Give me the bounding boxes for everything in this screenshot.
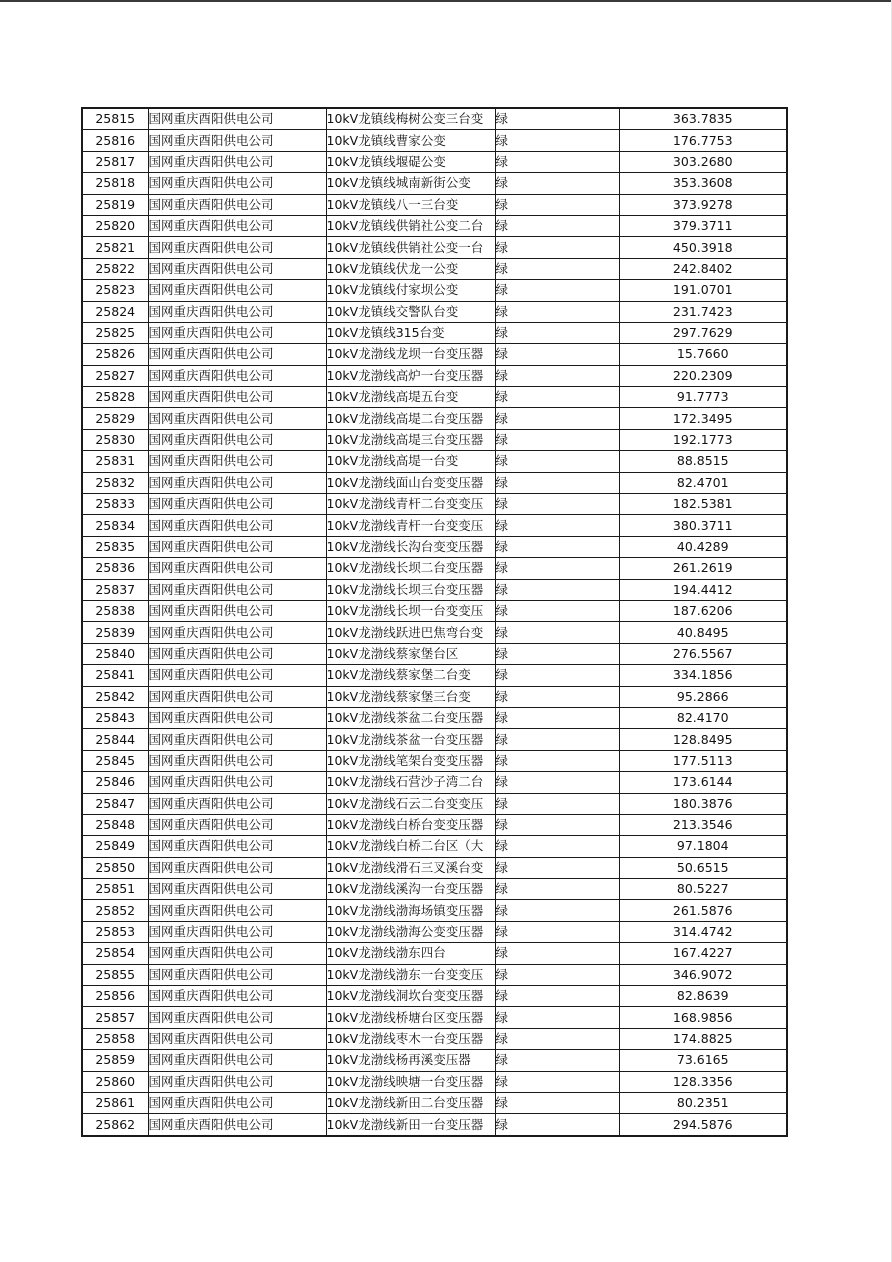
table-row — [82, 280, 787, 301]
status-color-cell: 绿 — [495, 879, 619, 900]
company-cell: 国网重庆酉阳供电公司 — [148, 814, 326, 835]
table-body — [82, 108, 787, 1136]
company-cell: 国网重庆酉阳供电公司 — [148, 215, 326, 236]
transformer-name-cell: 10kV龙渤线新田一台变压器 — [326, 1114, 495, 1136]
status-color-cell: 绿 — [495, 579, 619, 600]
company-cell: 国网重庆酉阳供电公司 — [148, 879, 326, 900]
transformer-name-cell: 10kV龙渤线青杆二台变变压 — [326, 494, 495, 515]
table-row — [82, 665, 787, 686]
transformer-name-cell: 10kV龙渤线茶盆二台变压器 — [326, 707, 495, 728]
row-id-cell: 25843 — [82, 707, 148, 728]
row-id-cell: 25816 — [82, 130, 148, 151]
company-cell: 国网重庆酉阳供电公司 — [148, 408, 326, 429]
value-cell: 220.2309 — [619, 365, 787, 386]
transformer-name-cell: 10kV龙渤线龙坝一台变压器 — [326, 344, 495, 365]
transformer-name-cell: 10kV龙渤线杨再溪变压器 — [326, 1050, 495, 1071]
table-row — [82, 1028, 787, 1049]
value-cell: 194.4412 — [619, 579, 787, 600]
value-cell: 97.1804 — [619, 836, 787, 857]
status-color-cell: 绿 — [495, 793, 619, 814]
status-color-cell: 绿 — [495, 814, 619, 835]
status-color-cell: 绿 — [495, 986, 619, 1007]
value-cell: 297.7629 — [619, 322, 787, 343]
row-id-cell: 25852 — [82, 900, 148, 921]
company-cell: 国网重庆酉阳供电公司 — [148, 643, 326, 664]
status-color-cell: 绿 — [495, 536, 619, 557]
company-cell: 国网重庆酉阳供电公司 — [148, 344, 326, 365]
value-cell: 128.8495 — [619, 729, 787, 750]
status-color-cell: 绿 — [495, 301, 619, 322]
status-color-cell: 绿 — [495, 665, 619, 686]
row-id-cell: 25837 — [82, 579, 148, 600]
table-row — [82, 879, 787, 900]
table-row — [82, 258, 787, 279]
transformer-name-cell: 10kV龙渤线洞坎台变变压器 — [326, 986, 495, 1007]
status-color-cell: 绿 — [495, 322, 619, 343]
company-cell: 国网重庆酉阳供电公司 — [148, 515, 326, 536]
company-cell: 国网重庆酉阳供电公司 — [148, 322, 326, 343]
row-id-cell: 25821 — [82, 237, 148, 258]
transformer-name-cell: 10kV龙渤线长坝一台变变压 — [326, 600, 495, 621]
row-id-cell: 25844 — [82, 729, 148, 750]
row-id-cell: 25848 — [82, 814, 148, 835]
row-id-cell: 25840 — [82, 643, 148, 664]
row-id-cell: 25842 — [82, 686, 148, 707]
transformer-name-cell: 10kV龙渤线蔡家堡台区 — [326, 643, 495, 664]
table-row — [82, 130, 787, 151]
transformer-name-cell: 10kV龙渤线长坝三台变压器 — [326, 579, 495, 600]
company-cell: 国网重庆酉阳供电公司 — [148, 494, 326, 515]
transformer-name-cell: 10kV龙渤线滑石三叉溪台变 — [326, 857, 495, 878]
value-cell: 80.5227 — [619, 879, 787, 900]
table-row — [82, 986, 787, 1007]
row-id-cell: 25826 — [82, 344, 148, 365]
status-color-cell: 绿 — [495, 1092, 619, 1113]
transformer-name-cell: 10kV龙渤线高堤二台变压器 — [326, 408, 495, 429]
company-cell: 国网重庆酉阳供电公司 — [148, 772, 326, 793]
table-row — [82, 558, 787, 579]
transformer-name-cell: 10kV龙渤线高炉一台变压器 — [326, 365, 495, 386]
status-color-cell: 绿 — [495, 215, 619, 236]
value-cell: 380.3711 — [619, 515, 787, 536]
value-cell: 40.4289 — [619, 536, 787, 557]
table-row — [82, 108, 787, 130]
company-cell: 国网重庆酉阳供电公司 — [148, 686, 326, 707]
value-cell: 177.5113 — [619, 750, 787, 771]
transformer-name-cell: 10kV龙镇线曹家公变 — [326, 130, 495, 151]
row-id-cell: 25858 — [82, 1028, 148, 1049]
transformer-name-cell: 10kV龙镇线堰碮公变 — [326, 151, 495, 172]
table-row — [82, 194, 787, 215]
page-top-border — [0, 0, 892, 2]
table-row — [82, 151, 787, 172]
company-cell: 国网重庆酉阳供电公司 — [148, 108, 326, 130]
company-cell: 国网重庆酉阳供电公司 — [148, 1071, 326, 1092]
company-cell: 国网重庆酉阳供电公司 — [148, 1114, 326, 1136]
value-cell: 128.3356 — [619, 1071, 787, 1092]
status-color-cell: 绿 — [495, 258, 619, 279]
row-id-cell: 25836 — [82, 558, 148, 579]
company-cell: 国网重庆酉阳供电公司 — [148, 258, 326, 279]
company-cell: 国网重庆酉阳供电公司 — [148, 964, 326, 985]
row-id-cell: 25825 — [82, 322, 148, 343]
transformer-name-cell: 10kV龙渤线白桥二台区（大 — [326, 836, 495, 857]
transformer-name-cell: 10kV龙镇线交警队台变 — [326, 301, 495, 322]
company-cell: 国网重庆酉阳供电公司 — [148, 130, 326, 151]
status-color-cell: 绿 — [495, 943, 619, 964]
value-cell: 167.4227 — [619, 943, 787, 964]
transformer-name-cell: 10kV龙渤线长坝二台变压器 — [326, 558, 495, 579]
value-cell: 261.5876 — [619, 900, 787, 921]
value-cell: 15.7660 — [619, 344, 787, 365]
value-cell: 294.5876 — [619, 1114, 787, 1136]
table-row — [82, 836, 787, 857]
company-cell: 国网重庆酉阳供电公司 — [148, 365, 326, 386]
transformer-name-cell: 10kV龙渤线高堤五台变 — [326, 387, 495, 408]
transformer-name-cell: 10kV龙渤线渤海公变变压器 — [326, 921, 495, 942]
value-cell: 176.7753 — [619, 130, 787, 151]
value-cell: 191.0701 — [619, 280, 787, 301]
row-id-cell: 25815 — [82, 108, 148, 130]
company-cell: 国网重庆酉阳供电公司 — [148, 900, 326, 921]
company-cell: 国网重庆酉阳供电公司 — [148, 472, 326, 493]
transformer-name-cell: 10kV龙渤线面山台变变压器 — [326, 472, 495, 493]
row-id-cell: 25822 — [82, 258, 148, 279]
status-color-cell: 绿 — [495, 237, 619, 258]
status-color-cell: 绿 — [495, 108, 619, 130]
transformer-name-cell: 10kV龙渤线渤东四台 — [326, 943, 495, 964]
company-cell: 国网重庆酉阳供电公司 — [148, 429, 326, 450]
row-id-cell: 25818 — [82, 173, 148, 194]
table-row — [82, 943, 787, 964]
status-color-cell: 绿 — [495, 429, 619, 450]
company-cell: 国网重庆酉阳供电公司 — [148, 921, 326, 942]
company-cell: 国网重庆酉阳供电公司 — [148, 750, 326, 771]
row-id-cell: 25841 — [82, 665, 148, 686]
transformer-name-cell: 10kV龙渤线枣木一台变压器 — [326, 1028, 495, 1049]
value-cell: 168.9856 — [619, 1007, 787, 1028]
status-color-cell: 绿 — [495, 472, 619, 493]
row-id-cell: 25847 — [82, 793, 148, 814]
status-color-cell: 绿 — [495, 1007, 619, 1028]
row-id-cell: 25856 — [82, 986, 148, 1007]
row-id-cell: 25820 — [82, 215, 148, 236]
transformer-name-cell: 10kV龙渤线渤东一台变变压 — [326, 964, 495, 985]
data-table — [81, 107, 788, 1137]
status-color-cell: 绿 — [495, 151, 619, 172]
transformer-name-cell: 10kV龙渤线桥塘台区变压器 — [326, 1007, 495, 1028]
table-row — [82, 365, 787, 386]
status-color-cell: 绿 — [495, 1050, 619, 1071]
value-cell: 73.6165 — [619, 1050, 787, 1071]
row-id-cell: 25851 — [82, 879, 148, 900]
status-color-cell: 绿 — [495, 686, 619, 707]
value-cell: 91.7773 — [619, 387, 787, 408]
value-cell: 334.1856 — [619, 665, 787, 686]
company-cell: 国网重庆酉阳供电公司 — [148, 173, 326, 194]
transformer-name-cell: 10kV龙镇线315台变 — [326, 322, 495, 343]
transformer-name-cell: 10kV龙渤线跃进巴焦弯台变 — [326, 622, 495, 643]
transformer-name-cell: 10kV龙渤线长沟台变变压器 — [326, 536, 495, 557]
row-id-cell: 25834 — [82, 515, 148, 536]
table-row — [82, 515, 787, 536]
row-id-cell: 25862 — [82, 1114, 148, 1136]
company-cell: 国网重庆酉阳供电公司 — [148, 793, 326, 814]
transformer-name-cell: 10kV龙镇线城南新街公变 — [326, 173, 495, 194]
row-id-cell: 25817 — [82, 151, 148, 172]
value-cell: 180.3876 — [619, 793, 787, 814]
table-row — [82, 1114, 787, 1136]
row-id-cell: 25827 — [82, 365, 148, 386]
row-id-cell: 25849 — [82, 836, 148, 857]
status-color-cell: 绿 — [495, 836, 619, 857]
transformer-name-cell: 10kV龙渤线白桥台变变压器 — [326, 814, 495, 835]
row-id-cell: 25845 — [82, 750, 148, 771]
value-cell: 82.8639 — [619, 986, 787, 1007]
transformer-name-cell: 10kV龙渤线笔架台变变压器 — [326, 750, 495, 771]
transformer-name-cell: 10kV龙镇线供销社公变一台 — [326, 237, 495, 258]
table-row — [82, 643, 787, 664]
table-row — [82, 964, 787, 985]
table-row — [82, 1092, 787, 1113]
company-cell: 国网重庆酉阳供电公司 — [148, 622, 326, 643]
table-row — [82, 793, 787, 814]
value-cell: 314.4742 — [619, 921, 787, 942]
company-cell: 国网重庆酉阳供电公司 — [148, 729, 326, 750]
transformer-name-cell: 10kV龙渤线茶盆一台变压器 — [326, 729, 495, 750]
table-row — [82, 921, 787, 942]
value-cell: 303.2680 — [619, 151, 787, 172]
value-cell: 373.9278 — [619, 194, 787, 215]
transformer-name-cell: 10kV龙渤线映塘一台变压器 — [326, 1071, 495, 1092]
status-color-cell: 绿 — [495, 643, 619, 664]
transformer-name-cell: 10kV龙渤线石云二台变变压 — [326, 793, 495, 814]
status-color-cell: 绿 — [495, 772, 619, 793]
company-cell: 国网重庆酉阳供电公司 — [148, 1028, 326, 1049]
value-cell: 242.8402 — [619, 258, 787, 279]
table-row — [82, 814, 787, 835]
row-id-cell: 25853 — [82, 921, 148, 942]
status-color-cell: 绿 — [495, 130, 619, 151]
value-cell: 346.9072 — [619, 964, 787, 985]
value-cell: 88.8515 — [619, 451, 787, 472]
value-cell: 213.3546 — [619, 814, 787, 835]
table-row — [82, 857, 787, 878]
status-color-cell: 绿 — [495, 280, 619, 301]
status-color-cell: 绿 — [495, 750, 619, 771]
table-row — [82, 215, 787, 236]
value-cell: 40.8495 — [619, 622, 787, 643]
transformer-name-cell: 10kV龙渤线蔡家堡二台变 — [326, 665, 495, 686]
value-cell: 353.3608 — [619, 173, 787, 194]
table-row — [82, 344, 787, 365]
transformer-name-cell: 10kV龙渤线渤海场镇变压器 — [326, 900, 495, 921]
company-cell: 国网重庆酉阳供电公司 — [148, 1007, 326, 1028]
value-cell: 363.7835 — [619, 108, 787, 130]
row-id-cell: 25828 — [82, 387, 148, 408]
row-id-cell: 25846 — [82, 772, 148, 793]
row-id-cell: 25859 — [82, 1050, 148, 1071]
row-id-cell: 25833 — [82, 494, 148, 515]
value-cell: 95.2866 — [619, 686, 787, 707]
row-id-cell: 25832 — [82, 472, 148, 493]
value-cell: 80.2351 — [619, 1092, 787, 1113]
row-id-cell: 25857 — [82, 1007, 148, 1028]
row-id-cell: 25854 — [82, 943, 148, 964]
table-row — [82, 1007, 787, 1028]
table-row — [82, 494, 787, 515]
status-color-cell: 绿 — [495, 344, 619, 365]
company-cell: 国网重庆酉阳供电公司 — [148, 707, 326, 728]
table-row — [82, 451, 787, 472]
value-cell: 182.5381 — [619, 494, 787, 515]
row-id-cell: 25819 — [82, 194, 148, 215]
company-cell: 国网重庆酉阳供电公司 — [148, 836, 326, 857]
company-cell: 国网重庆酉阳供电公司 — [148, 665, 326, 686]
status-color-cell: 绿 — [495, 173, 619, 194]
value-cell: 173.6144 — [619, 772, 787, 793]
row-id-cell: 25860 — [82, 1071, 148, 1092]
table-row — [82, 237, 787, 258]
status-color-cell: 绿 — [495, 558, 619, 579]
table-row — [82, 408, 787, 429]
transformer-name-cell: 10kV龙镇线伏龙一公变 — [326, 258, 495, 279]
table-row — [82, 1071, 787, 1092]
company-cell: 国网重庆酉阳供电公司 — [148, 1050, 326, 1071]
company-cell: 国网重庆酉阳供电公司 — [148, 579, 326, 600]
row-id-cell: 25839 — [82, 622, 148, 643]
company-cell: 国网重庆酉阳供电公司 — [148, 558, 326, 579]
company-cell: 国网重庆酉阳供电公司 — [148, 280, 326, 301]
status-color-cell: 绿 — [495, 729, 619, 750]
company-cell: 国网重庆酉阳供电公司 — [148, 387, 326, 408]
company-cell: 国网重庆酉阳供电公司 — [148, 237, 326, 258]
row-id-cell: 25823 — [82, 280, 148, 301]
status-color-cell: 绿 — [495, 494, 619, 515]
value-cell: 231.7423 — [619, 301, 787, 322]
value-cell: 192.1773 — [619, 429, 787, 450]
table-row — [82, 1050, 787, 1071]
status-color-cell: 绿 — [495, 857, 619, 878]
row-id-cell: 25855 — [82, 964, 148, 985]
table-row — [82, 600, 787, 621]
table-row — [82, 750, 787, 771]
status-color-cell: 绿 — [495, 387, 619, 408]
table-row — [82, 301, 787, 322]
status-color-cell: 绿 — [495, 622, 619, 643]
transformer-name-cell: 10kV龙镇线付家坝公变 — [326, 280, 495, 301]
status-color-cell: 绿 — [495, 408, 619, 429]
company-cell: 国网重庆酉阳供电公司 — [148, 600, 326, 621]
transformer-name-cell: 10kV龙渤线青杆一台变变压 — [326, 515, 495, 536]
company-cell: 国网重庆酉阳供电公司 — [148, 986, 326, 1007]
value-cell: 379.3711 — [619, 215, 787, 236]
value-cell: 261.2619 — [619, 558, 787, 579]
status-color-cell: 绿 — [495, 1028, 619, 1049]
status-color-cell: 绿 — [495, 921, 619, 942]
table-row — [82, 900, 787, 921]
row-id-cell: 25838 — [82, 600, 148, 621]
transformer-name-cell: 10kV龙渤线新田二台变压器 — [326, 1092, 495, 1113]
table-row — [82, 686, 787, 707]
table-row — [82, 429, 787, 450]
transformer-name-cell: 10kV龙渤线石营沙子湾二台 — [326, 772, 495, 793]
table-row — [82, 622, 787, 643]
value-cell: 50.6515 — [619, 857, 787, 878]
table-row — [82, 472, 787, 493]
table-row — [82, 173, 787, 194]
company-cell: 国网重庆酉阳供电公司 — [148, 151, 326, 172]
status-color-cell: 绿 — [495, 1114, 619, 1136]
company-cell: 国网重庆酉阳供电公司 — [148, 943, 326, 964]
value-cell: 82.4701 — [619, 472, 787, 493]
status-color-cell: 绿 — [495, 365, 619, 386]
status-color-cell: 绿 — [495, 707, 619, 728]
transformer-name-cell: 10kV龙镇线八一三台变 — [326, 194, 495, 215]
table-row — [82, 707, 787, 728]
status-color-cell: 绿 — [495, 194, 619, 215]
company-cell: 国网重庆酉阳供电公司 — [148, 1092, 326, 1113]
value-cell: 82.4170 — [619, 707, 787, 728]
row-id-cell: 25824 — [82, 301, 148, 322]
value-cell: 450.3918 — [619, 237, 787, 258]
company-cell: 国网重庆酉阳供电公司 — [148, 301, 326, 322]
row-id-cell: 25831 — [82, 451, 148, 472]
table-row — [82, 322, 787, 343]
transformer-name-cell: 10kV龙渤线高堤一台变 — [326, 451, 495, 472]
value-cell: 187.6206 — [619, 600, 787, 621]
status-color-cell: 绿 — [495, 515, 619, 536]
row-id-cell: 25829 — [82, 408, 148, 429]
status-color-cell: 绿 — [495, 1071, 619, 1092]
row-id-cell: 25850 — [82, 857, 148, 878]
transformer-name-cell: 10kV龙镇线供销社公变二台 — [326, 215, 495, 236]
company-cell: 国网重庆酉阳供电公司 — [148, 857, 326, 878]
company-cell: 国网重庆酉阳供电公司 — [148, 451, 326, 472]
table-row — [82, 579, 787, 600]
row-id-cell: 25830 — [82, 429, 148, 450]
value-cell: 276.5567 — [619, 643, 787, 664]
company-cell: 国网重庆酉阳供电公司 — [148, 194, 326, 215]
status-color-cell: 绿 — [495, 900, 619, 921]
status-color-cell: 绿 — [495, 451, 619, 472]
transformer-name-cell: 10kV龙渤线溪沟一台变压器 — [326, 879, 495, 900]
value-cell: 174.8825 — [619, 1028, 787, 1049]
row-id-cell: 25835 — [82, 536, 148, 557]
table-row — [82, 772, 787, 793]
table-row — [82, 729, 787, 750]
transformer-name-cell: 10kV龙镇线梅树公变三台变 — [326, 108, 495, 130]
table-row — [82, 536, 787, 557]
table-row — [82, 387, 787, 408]
status-color-cell: 绿 — [495, 600, 619, 621]
row-id-cell: 25861 — [82, 1092, 148, 1113]
value-cell: 172.3495 — [619, 408, 787, 429]
transformer-name-cell: 10kV龙渤线蔡家堡三台变 — [326, 686, 495, 707]
status-color-cell: 绿 — [495, 964, 619, 985]
transformer-name-cell: 10kV龙渤线高堤三台变压器 — [326, 429, 495, 450]
company-cell: 国网重庆酉阳供电公司 — [148, 536, 326, 557]
